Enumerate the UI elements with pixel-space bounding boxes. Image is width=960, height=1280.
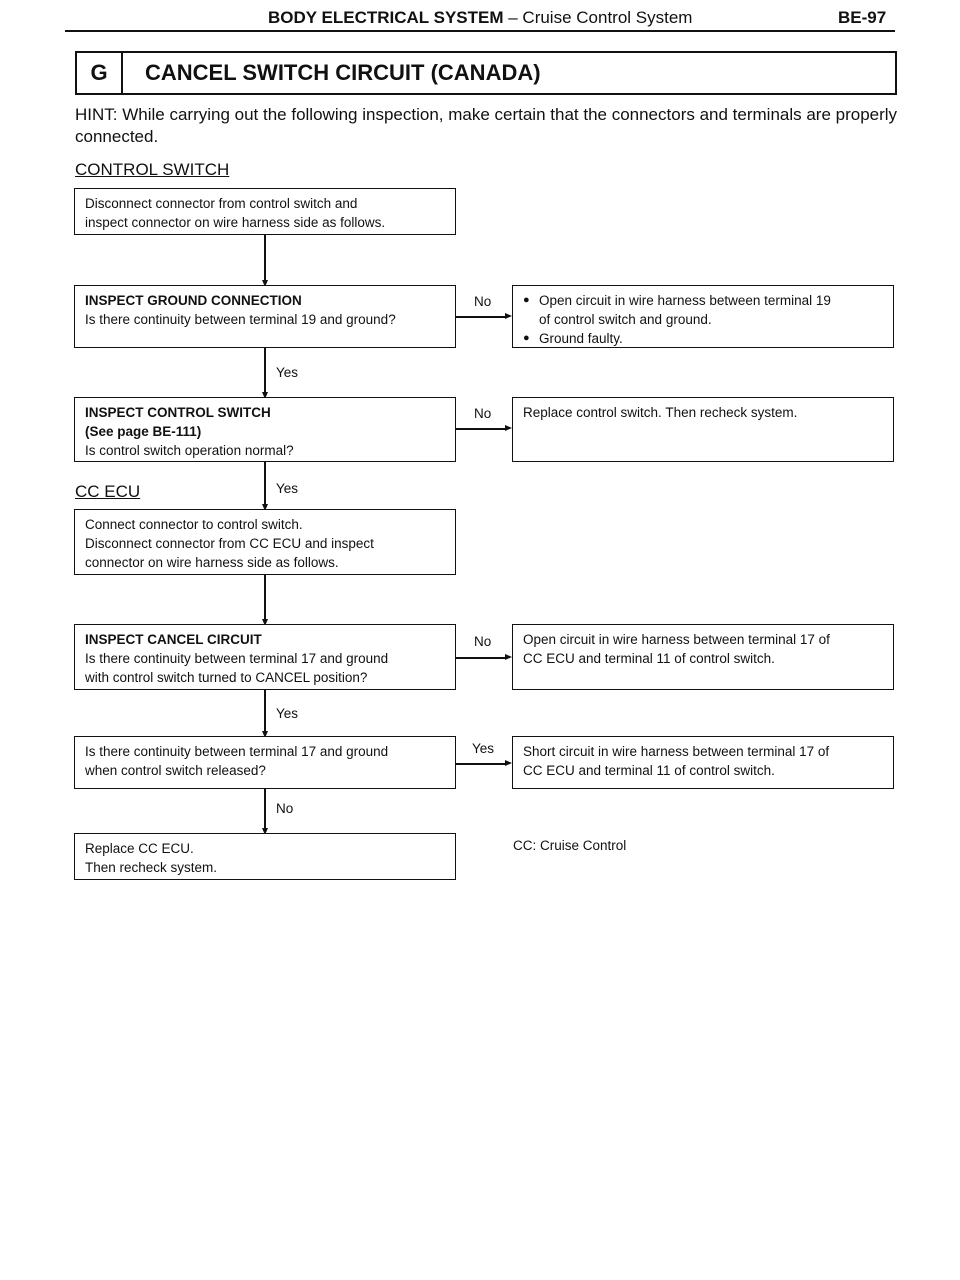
step2-title: INSPECT GROUND CONNECTION (85, 293, 302, 308)
page-header (0, 6, 960, 30)
step5-no-label: No (474, 634, 492, 649)
connector-line (264, 690, 266, 734)
connector-line (456, 428, 506, 430)
connector-line (264, 575, 266, 622)
step5-line2: with control switch turned to CANCEL position? (85, 670, 368, 685)
result-bullet: ● Ground faulty. (523, 329, 883, 348)
step2-question: Is there continuity between terminal 19 and ground? (85, 312, 396, 327)
result6-line2: CC ECU and terminal 11 of control switch. (523, 763, 775, 778)
result-ground-faulty (512, 285, 894, 348)
arrow-right-icon (505, 654, 512, 660)
connector-line (456, 657, 506, 659)
result5-line1: Open circuit in wire harness between terminal 17 of (523, 632, 830, 647)
footnote-abbreviation: CC: Cruise Control (513, 838, 627, 853)
step-disconnect-control-switch (74, 188, 456, 235)
step-continuity-released (74, 736, 456, 789)
step3-title: INSPECT CONTROL SWITCH (85, 405, 271, 420)
step-inspect-control-switch (74, 397, 456, 462)
result-bullet: ● Open circuit in wire harness between terminal 19 of control switch and ground. (523, 291, 883, 329)
header-rule (65, 30, 895, 32)
step3-yes-label: Yes (276, 481, 299, 496)
section-title-box (75, 51, 897, 95)
step7-line1: Replace CC ECU. (85, 841, 194, 856)
connector-line (264, 462, 266, 507)
step6-yes-label: Yes (472, 741, 495, 756)
arrow-right-icon (505, 760, 512, 766)
step4-line3: connector on wire harness side as follows. (85, 555, 339, 570)
step7-line2: Then recheck system. (85, 860, 218, 875)
step-inspect-cancel-circuit (74, 624, 456, 690)
step5-title: INSPECT CANCEL CIRCUIT (85, 632, 262, 647)
step1-line1: Disconnect connector from control switch and (85, 196, 358, 211)
step3-no-label: No (474, 406, 492, 421)
step4-line1: Connect connector to control switch. (85, 517, 303, 532)
step5-yes-label: Yes (276, 706, 299, 721)
step6-line2: when control switch released? (85, 763, 266, 778)
header-title: BODY ELECTRICAL SYSTEM – Cruise Control System (268, 8, 693, 27)
arrow-right-icon (505, 425, 512, 431)
step-replace-cc-ecu (74, 833, 456, 880)
step3-question: Is control switch operation normal? (85, 443, 294, 458)
step1-line2: inspect connector on wire harness side as follows. (85, 215, 386, 230)
result6-line1: Short circuit in wire harness between terminal 17 of (523, 744, 830, 759)
subheading-cc-ecu: CC ECU (75, 482, 141, 501)
step-connect-disconnect-ecu (74, 509, 456, 575)
step2-no-label: No (474, 294, 492, 309)
step6-line1: Is there continuity between terminal 17 and ground (85, 744, 389, 759)
result-short-circuit-terminal17 (512, 736, 894, 789)
step4-line2: Disconnect connector from CC ECU and inspect (85, 536, 374, 551)
result5-line2: CC ECU and terminal 11 of control switch. (523, 651, 775, 666)
connector-line (264, 235, 266, 283)
connector-line (264, 348, 266, 395)
connector-line (264, 789, 266, 832)
connector-line (456, 316, 506, 318)
connector-line (456, 763, 506, 765)
result-open-circuit-terminal17 (512, 624, 894, 690)
step-inspect-ground-connection (74, 285, 456, 348)
step5-line1: Is there continuity between terminal 17 and ground (85, 651, 389, 666)
arrow-right-icon (505, 313, 512, 319)
section-title: CANCEL SWITCH CIRCUIT (CANADA) (145, 60, 541, 85)
step6-no-label: No (276, 801, 294, 816)
step3-page-ref: (See page BE-111) (85, 424, 202, 439)
step2-yes-label: Yes (276, 365, 299, 380)
result-replace-control-switch: Replace control switch. Then recheck system. (512, 397, 894, 462)
hint-text: HINT: While carrying out the following inspection, make certain that the connectors and terminals are properly connected. (75, 105, 898, 146)
page-number: BE-97 (838, 8, 887, 27)
section-letter: G (77, 53, 123, 93)
subheading-control-switch: CONTROL SWITCH (75, 160, 230, 179)
